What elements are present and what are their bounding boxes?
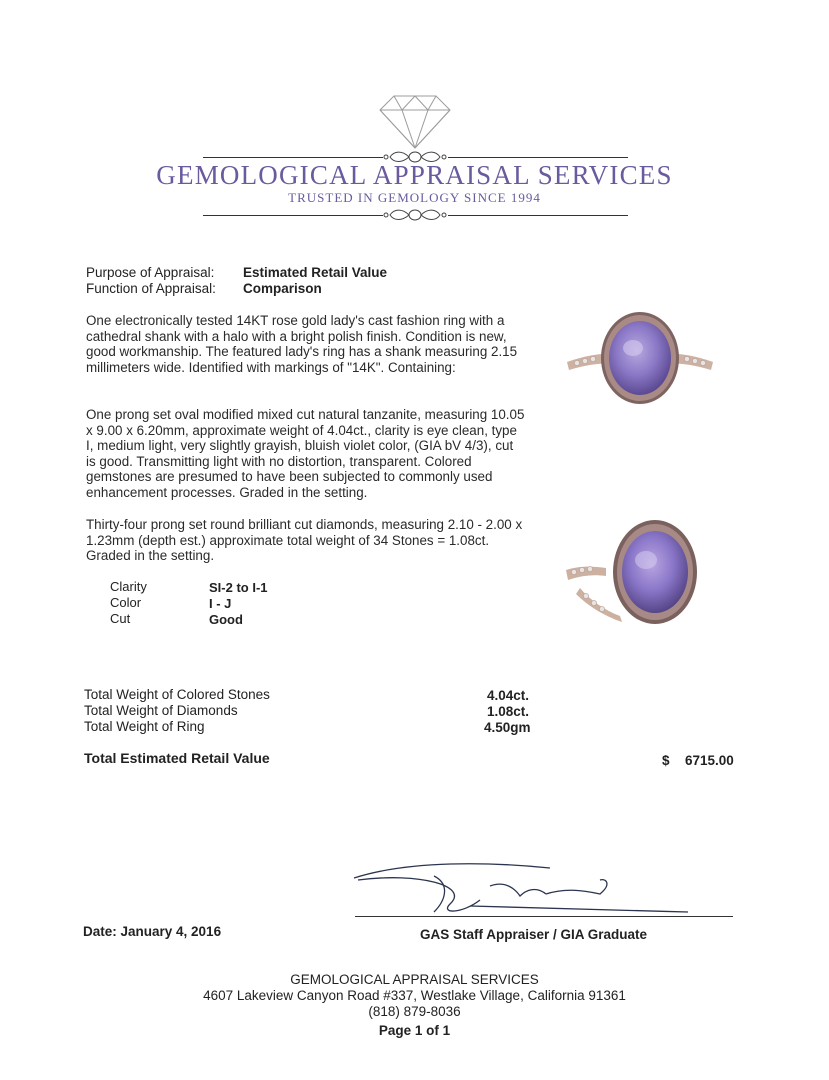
retail-value-label: Total Estimated Retail Value — [84, 750, 270, 766]
appraisal-date: Date: January 4, 2016 — [83, 924, 222, 939]
ornament-icon — [380, 205, 450, 225]
footer-company: GEMOLOGICAL APPRAISAL SERVICES — [290, 972, 539, 987]
diamonds-description: Thirty-four prong set round brilliant cut diamonds, measuring 2.10 - 2.00 x 1.23mm (depth est.) approximate total weight of 34 Stones = 1.08ct. Graded in the setting. — [86, 517, 523, 564]
function-value: Comparison — [243, 281, 322, 296]
company-name: GEMOLOGICAL APPRAISAL SERVICES — [156, 160, 673, 190]
color-label: Color — [110, 595, 142, 610]
signer-title: GAS Staff Appraiser / GIA Graduate — [420, 927, 648, 942]
company-tagline: TRUSTED IN GEMOLOGY SINCE 1994 — [288, 190, 541, 205]
color-value: I - J — [209, 596, 232, 611]
diamonds-weight-label: Total Weight of Diamonds — [84, 703, 238, 718]
header-rule-bottom-left — [203, 215, 383, 216]
header-rule-top-left — [203, 157, 383, 158]
currency-symbol: $ — [662, 753, 670, 768]
ring-description: One electronically tested 14KT rose gold lady's cast fashion ring with a cathedral shank with a halo with a bright polish finish. Condition is new, good workmanship. The featured lady's ring has a shank measuring 2.15 millimeters wide. Identified with markings of "14K". Containing: — [86, 313, 518, 375]
signature-image — [350, 856, 710, 920]
function-label: Function of Appraisal: — [86, 281, 216, 296]
purpose-label: Purpose of Appraisal: — [86, 265, 215, 280]
ring-weight-label: Total Weight of Ring — [84, 719, 205, 734]
colored-stones-weight-label: Total Weight of Colored Stones — [84, 687, 270, 702]
footer-phone: (818) 879-8036 — [368, 1004, 461, 1019]
colored-stones-weight-value: 4.04ct. — [487, 688, 530, 703]
diamond-icon — [372, 92, 458, 152]
purpose-value: Estimated Retail Value — [243, 265, 388, 280]
header-rule-bottom-right — [448, 215, 628, 216]
ring-photo-front — [565, 300, 715, 415]
cut-value: Good — [209, 612, 243, 627]
signature-line — [355, 916, 733, 917]
tanzanite-description: One prong set oval modified mixed cut natural tanzanite, measuring 10.05 x 9.00 x 6.20mm, approximate weight of 4.04ct., clarity is eye clean, type I, medium light, very slightly grayish, bluish violet color, (GIA bV 4/3), cut is good. Transmitting light with no distortion, transparent. Colored gemstones are presumed to have been subjected to commonly used enhancement processes. Graded in the setting. — [86, 407, 525, 500]
cut-label: Cut — [110, 611, 131, 626]
page-number: Page 1 of 1 — [378, 1023, 451, 1038]
clarity-label: Clarity — [110, 579, 147, 594]
clarity-value: SI-2 to I-1 — [209, 580, 268, 595]
footer-address: 4607 Lakeview Canyon Road #337, Westlake Village, California 91361 — [203, 988, 626, 1003]
retail-value: 6715.00 — [685, 753, 734, 768]
ring-photo-angle — [560, 510, 710, 635]
diamonds-weight-value: 1.08ct. — [487, 704, 530, 719]
ring-weight-value: 4.50gm — [484, 720, 531, 735]
header-rule-top-right — [448, 157, 628, 158]
